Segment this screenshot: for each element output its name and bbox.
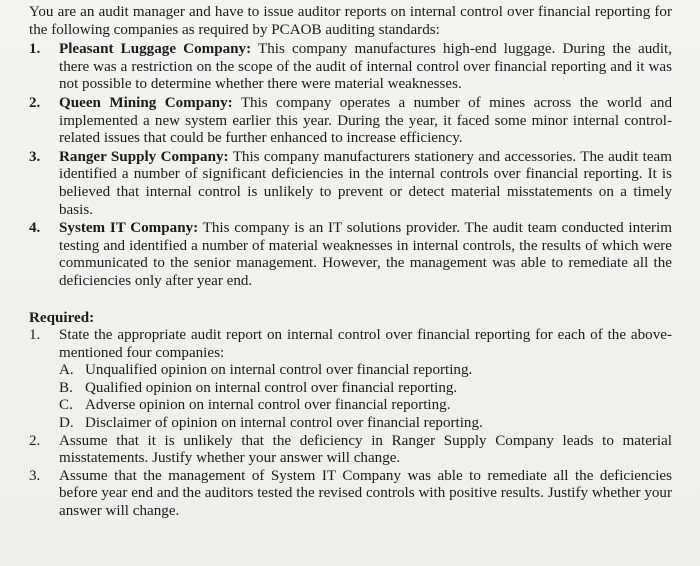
company-number: 4.	[29, 220, 41, 237]
option-d	[59, 415, 672, 433]
question-3	[29, 468, 672, 521]
company-item-queen-mining	[29, 95, 672, 148]
option-text: Unqualified opinion on internal control over financial reporting.	[85, 362, 473, 379]
option-text: Qualified opinion on internal control over financial reporting.	[85, 379, 458, 396]
company-name: Ranger Supply Company:	[59, 148, 229, 165]
question-number: 1.	[29, 327, 41, 344]
company-description: This company is an IT solutions provider. The audit team conducted interim testing and identified a number of material weaknesses in internal controls, the results of which were communicated to the senior management. However, the management was able to remediate all the deficiencies only after year end.	[59, 220, 672, 289]
option-letter: A.	[59, 362, 74, 379]
option-a	[59, 362, 672, 380]
company-name: Queen Mining Company:	[59, 94, 233, 111]
company-item-ranger-supply	[29, 149, 672, 219]
option-list	[59, 362, 672, 432]
option-letter: D.	[59, 415, 74, 432]
question-2	[29, 433, 672, 468]
company-list	[29, 41, 672, 290]
option-text: Disclaimer of opinion on internal control over financial reporting.	[85, 415, 483, 432]
company-description: This company operates a number of mines across the world and implemented a new system earlier this year. During the year, it faced some minor internal control-related issues that could be further enhanced to increase efficiency.	[59, 94, 672, 147]
company-item-system-it	[29, 220, 672, 290]
company-name: System IT Company:	[59, 220, 199, 237]
company-item-pleasant-luggage	[29, 41, 672, 94]
company-name: Pleasant Luggage Company:	[59, 41, 252, 58]
company-number: 2.	[29, 94, 41, 111]
option-b	[59, 380, 672, 398]
intro-paragraph: You are an audit manager and have to issue auditor reports on internal control over financial reporting for the following companies as required by PCAOB auditing standards:	[29, 4, 672, 38]
company-number: 1.	[29, 41, 41, 58]
option-letter: B.	[59, 379, 73, 396]
question-1	[29, 327, 672, 433]
company-number: 3.	[29, 148, 41, 165]
required-heading: Required:	[29, 309, 95, 326]
option-c	[59, 397, 672, 415]
company-description: This company manufacturers stationery and accessories. The audit team identified a number of significant deficiencies in the internal controls over financial reporting. It is believed that internal control is unlikely to prevent or detect material misstatements on a timely basis.	[59, 148, 672, 218]
question-text: Assume that it is unlikely that the deficiency in Ranger Supply Company leads to material misstatements. Justify whether your answer will change.	[59, 432, 672, 467]
question-text: State the appropriate audit report on internal control over financial reporting for each of the above-mentioned four companies:	[59, 327, 672, 361]
option-text: Adverse opinion on internal control over financial reporting.	[85, 397, 451, 414]
option-letter: C.	[59, 397, 73, 414]
company-description: This company manufactures high-end luggage. During the audit, there was a restriction on the scope of the audit of internal control over financial reporting and it was not possible to determine whether there were material weaknesses.	[59, 41, 673, 93]
question-number: 3.	[29, 467, 41, 484]
question-text: Assume that the management of System IT Company was able to remediate all the deficiencies before year end and the auditors tested the revised controls with positive results. Justify whether your answer will change.	[59, 467, 672, 520]
question-number: 2.	[29, 432, 41, 449]
